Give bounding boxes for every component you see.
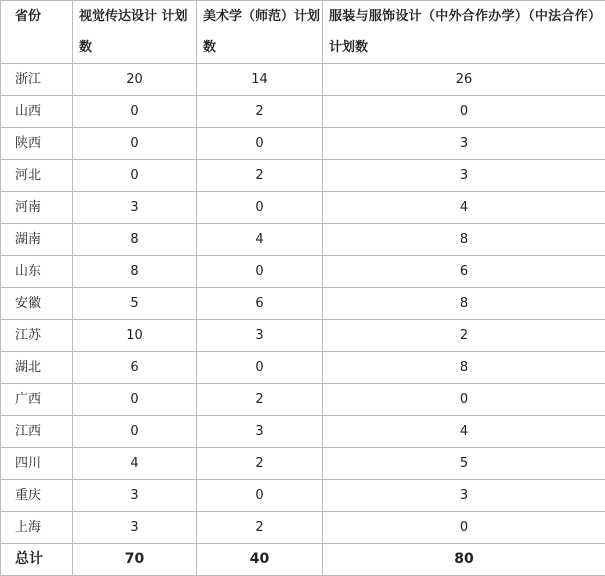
province-cell: 河南 <box>1 192 73 224</box>
header-province: 省份 <box>1 1 73 64</box>
province-cell: 山东 <box>1 256 73 288</box>
visual-design-total: 70 <box>73 544 197 576</box>
fashion-design-count: 0 <box>323 96 605 128</box>
visual-design-count: 8 <box>73 256 197 288</box>
header-row <box>1 1 605 64</box>
visual-design-count: 0 <box>73 160 197 192</box>
province-cell: 湖北 <box>1 352 73 384</box>
fine-arts-count: 2 <box>197 384 323 416</box>
total-label: 总计 <box>1 544 73 576</box>
fine-arts-count: 2 <box>197 96 323 128</box>
fine-arts-count: 14 <box>197 64 323 96</box>
visual-design-count: 0 <box>73 96 197 128</box>
province-cell: 江西 <box>1 416 73 448</box>
header-fashion-design: 服装与服饰设计（中外合作办学）（中法合作）计划数 <box>323 1 605 64</box>
fine-arts-count: 0 <box>197 352 323 384</box>
fashion-design-count: 3 <box>323 128 605 160</box>
fine-arts-count: 0 <box>197 192 323 224</box>
visual-design-count: 0 <box>73 416 197 448</box>
province-cell: 河北 <box>1 160 73 192</box>
province-cell: 浙江 <box>1 64 73 96</box>
table-row <box>1 512 605 544</box>
province-cell: 湖南 <box>1 224 73 256</box>
province-cell: 重庆 <box>1 480 73 512</box>
table-row <box>1 256 605 288</box>
province-cell: 四川 <box>1 448 73 480</box>
fashion-design-count: 8 <box>323 352 605 384</box>
table-row <box>1 96 605 128</box>
fashion-design-count: 2 <box>323 320 605 352</box>
fashion-design-count: 6 <box>323 256 605 288</box>
fashion-design-total: 80 <box>323 544 605 576</box>
table-row <box>1 160 605 192</box>
header-fine-arts: 美术学（师范）计划数 <box>197 1 323 64</box>
fashion-design-count: 26 <box>323 64 605 96</box>
visual-design-count: 10 <box>73 320 197 352</box>
province-cell: 山西 <box>1 96 73 128</box>
table-row <box>1 448 605 480</box>
visual-design-count: 0 <box>73 384 197 416</box>
fine-arts-count: 6 <box>197 288 323 320</box>
table-row <box>1 288 605 320</box>
table-row <box>1 192 605 224</box>
fashion-design-count: 0 <box>323 512 605 544</box>
table-row <box>1 416 605 448</box>
province-cell: 广西 <box>1 384 73 416</box>
visual-design-count: 5 <box>73 288 197 320</box>
fine-arts-count: 2 <box>197 512 323 544</box>
fashion-design-count: 4 <box>323 192 605 224</box>
fashion-design-count: 8 <box>323 224 605 256</box>
visual-design-count: 3 <box>73 512 197 544</box>
visual-design-count: 8 <box>73 224 197 256</box>
table-row <box>1 352 605 384</box>
fine-arts-count: 3 <box>197 320 323 352</box>
province-cell: 上海 <box>1 512 73 544</box>
fine-arts-count: 4 <box>197 224 323 256</box>
fine-arts-count: 2 <box>197 160 323 192</box>
fashion-design-count: 0 <box>323 384 605 416</box>
table-row <box>1 128 605 160</box>
fashion-design-count: 3 <box>323 480 605 512</box>
visual-design-count: 4 <box>73 448 197 480</box>
fine-arts-total: 40 <box>197 544 323 576</box>
province-cell: 陕西 <box>1 128 73 160</box>
fine-arts-count: 0 <box>197 256 323 288</box>
table-row <box>1 480 605 512</box>
visual-design-count: 20 <box>73 64 197 96</box>
fine-arts-count: 2 <box>197 448 323 480</box>
table-row <box>1 224 605 256</box>
province-cell: 安徽 <box>1 288 73 320</box>
fashion-design-count: 5 <box>323 448 605 480</box>
table-row <box>1 320 605 352</box>
visual-design-count: 3 <box>73 480 197 512</box>
visual-design-count: 3 <box>73 192 197 224</box>
table-row <box>1 64 605 96</box>
visual-design-count: 0 <box>73 128 197 160</box>
fashion-design-count: 3 <box>323 160 605 192</box>
fashion-design-count: 4 <box>323 416 605 448</box>
visual-design-count: 6 <box>73 352 197 384</box>
header-visual-design: 视觉传达设计 计划数 <box>73 1 197 64</box>
fine-arts-count: 0 <box>197 480 323 512</box>
fine-arts-count: 3 <box>197 416 323 448</box>
table-row <box>1 384 605 416</box>
fashion-design-count: 8 <box>323 288 605 320</box>
province-cell: 江苏 <box>1 320 73 352</box>
fine-arts-count: 0 <box>197 128 323 160</box>
total-row <box>1 544 605 576</box>
